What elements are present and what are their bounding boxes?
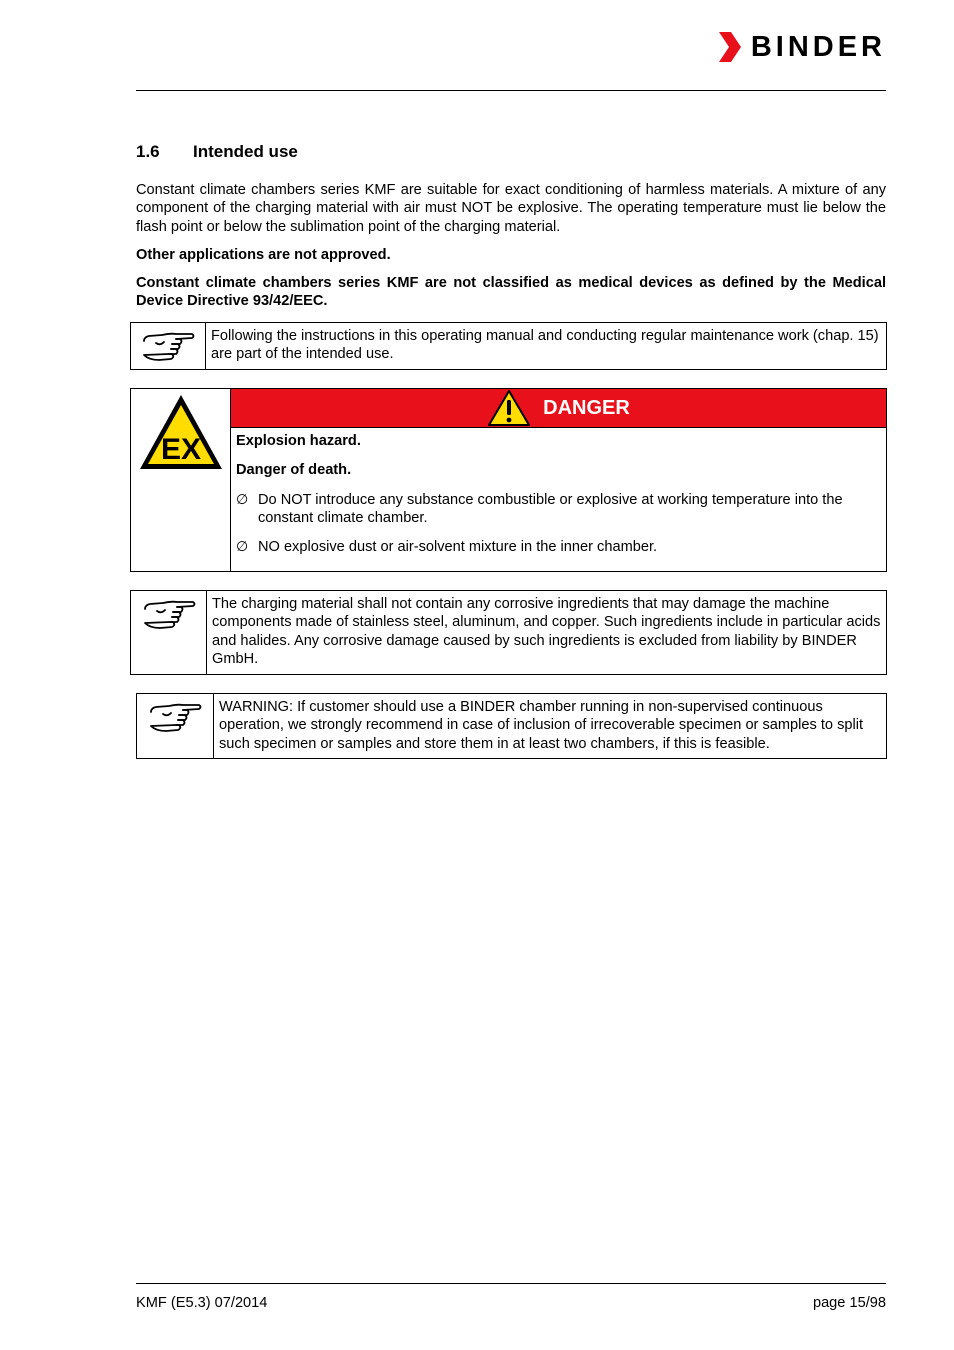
danger-warning-box: [130, 388, 887, 572]
note-box-warning-storage: [136, 693, 887, 759]
binder-logo-mark-icon: [717, 30, 743, 64]
note-icon-cell: [137, 694, 214, 758]
danger-list-item-text: Do NOT introduce any substance combustible or explosive at working temperature into the constant climate chamber.: [258, 491, 843, 526]
note-box-corrosive: [130, 590, 887, 675]
hazard-statement: Explosion hazard.: [236, 433, 361, 449]
danger-header: [231, 389, 886, 428]
consequence-statement: Danger of death.: [236, 462, 352, 479]
footer-document-id: KMF (E5.3) 07/2014: [136, 1295, 268, 1311]
danger-list-item: [236, 491, 881, 528]
pointing-hand-icon: [147, 700, 203, 738]
danger-content: [231, 389, 886, 571]
pointing-hand-icon: [140, 329, 196, 367]
not-medical-paragraph: Constant climate chambers series KMF are not classified as medical devices as defined by the Medical Device Directive 93/42/EEC.: [136, 275, 886, 310]
danger-list-item-text: NO explosive dust or air-solvent mixture in the inner chamber.: [258, 539, 658, 556]
footer-rule: [136, 1283, 886, 1284]
footer-page-number: page 15/98: [812, 1295, 886, 1311]
note-text: WARNING: If customer should use a BINDER chamber running in non-supervised continuous operation, we strongly recommend in case of inclusion of irrecoverable specimen or samples to split such specimen or samples and store them in at least two chambers, if this is feasible.: [219, 699, 864, 752]
warning-triangle-icon: [487, 389, 531, 427]
prohibition-bullet-icon: ∅: [236, 491, 249, 508]
explosion-hazard-icon: [137, 392, 225, 472]
note-text: The charging material shall not contain any corrosive ingredients that may damage the machine components made of stainless steel, aluminum, and copper. Such ingredients include in particular acids and halides. Any corrosive damage caused by such ingredients is excluded from liability by BINDER GmbH.: [212, 596, 881, 667]
note-icon-cell: [131, 591, 207, 674]
binder-logo: [717, 30, 886, 64]
intro-paragraph: Constant climate chambers series KMF are suitable for exact conditioning of harmless materials. A mixture of any component of the charging material with air must NOT be explosive. The operating temperature must lie below the flash point or below the sublimation point of the charging material.: [136, 182, 886, 235]
danger-icon-cell: [131, 389, 231, 571]
section-heading: [136, 142, 298, 162]
pointing-hand-icon: [141, 597, 197, 635]
danger-signal-word: DANGER: [543, 396, 630, 419]
not-approved-paragraph: Other applications are not approved.: [136, 247, 391, 263]
note-text: Following the instructions in this operating manual and conducting regular maintenance work (chap. 15) are part of the intended use.: [211, 328, 879, 363]
section-number: 1.6: [136, 142, 160, 161]
header-rule: [136, 90, 886, 91]
danger-list-item: [236, 538, 881, 556]
svg-text:EX: EX: [160, 433, 201, 466]
section-title: Intended use: [193, 142, 298, 161]
prohibition-bullet-icon: ∅: [236, 539, 249, 556]
note-box-intended-use: [130, 322, 887, 370]
note-icon-cell: [131, 323, 206, 369]
brand-name: BINDER: [750, 30, 886, 63]
danger-body: [231, 428, 886, 571]
